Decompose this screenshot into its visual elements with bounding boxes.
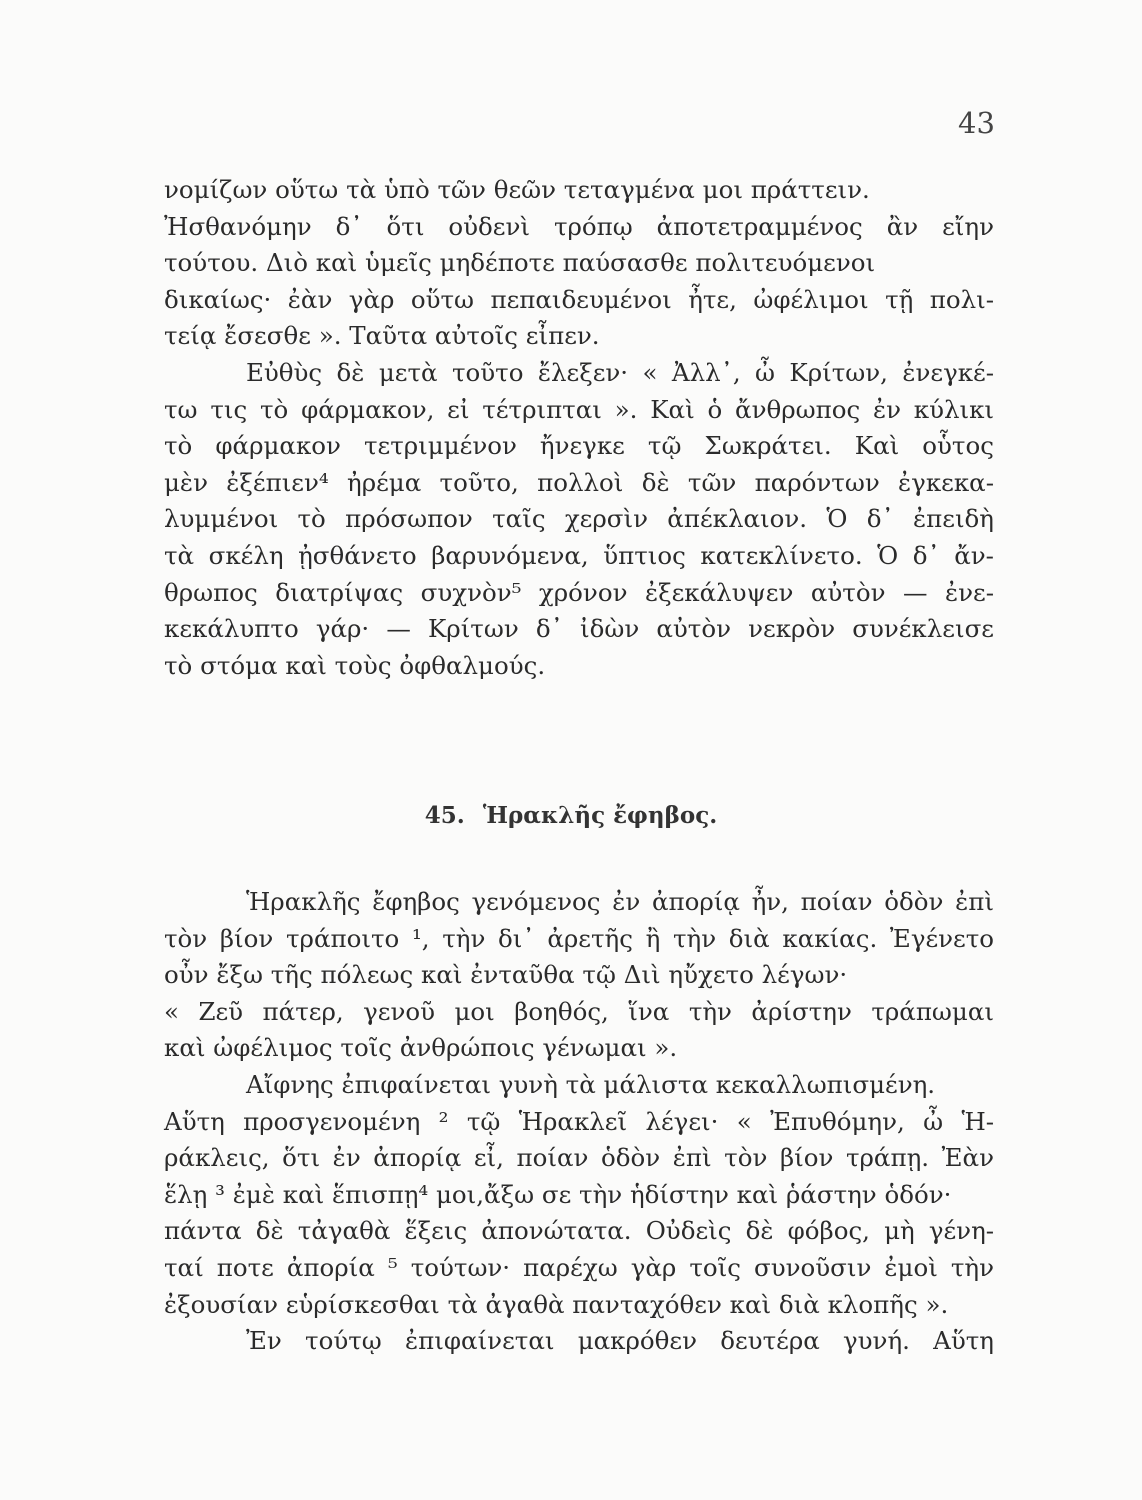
section-heading: [0, 802, 1142, 829]
text-line: [164, 538, 994, 575]
text-line: [164, 611, 994, 648]
text-line: [164, 1323, 994, 1360]
text-line-content: τείᾳ ἔσεσθε ». Ταῦτα αὐτοῖς εἶπεν.: [164, 321, 600, 351]
text-line: [164, 355, 994, 392]
text-line: [164, 428, 994, 465]
text-line-content: καὶ ὠφέλιμος τοῖς ἀνθρώποις γένωμαι ».: [164, 1033, 678, 1063]
section-number: 45.: [424, 802, 465, 829]
text-line: [164, 245, 994, 282]
text-block-section-45: [164, 884, 994, 1360]
text-line: [164, 172, 994, 209]
text-line: [164, 648, 994, 685]
text-line-content: τὸν βίον τράποιτο ¹, τὴν δι᾽ ἀρετῆς ἢ τὴν διὰ κακίας. Ἐγένετο: [164, 923, 995, 953]
text-line-content: ἕλῃ ³ ἐμὲ καὶ ἕπισπῃ⁴ μοι,ἄξω σε τὴν ἡδίστην καὶ ῥάστην ὁδόν·: [164, 1179, 952, 1209]
text-line-content: λυμμένοι τὸ πρόσωπον ταῖς χερσὶν ἀπέκλαιον. Ὁ δ᾽ ἐπειδὴ: [164, 504, 994, 534]
text-line: [164, 994, 994, 1031]
text-line: [164, 1140, 994, 1177]
text-line: [164, 282, 994, 319]
text-line-content: δικαίως· ἐὰν γὰρ οὕτω πεπαιδευμένοι ἦτε, ὠφέλιμοι τῇ πολι-: [164, 284, 995, 314]
text-line-content: κεκάλυπτο γάρ· — Κρίτων δ᾽ ἰδὼν αὐτὸν νεκρὸν συνέκλεισε: [164, 614, 994, 644]
text-line-content: « Ζεῦ πάτερ, γενοῦ μοι βοηθός, ἵνα τὴν ἀρίστην τράπωμαι: [164, 996, 994, 1026]
text-line-content: τω τις τὸ φάρμακον, εἰ τέτριπται ». Καὶ ὁ ἄνθρωπος ἐν κύλικι: [164, 394, 995, 424]
text-line: [164, 392, 994, 429]
text-line-content: Ἐν τούτῳ ἐπιφαίνεται μακρόθεν δευτέρα γυνή. Αὕτη: [246, 1326, 994, 1356]
text-line: [164, 209, 994, 246]
text-line-content: νομίζων οὕτω τὰ ὑπὸ τῶν θεῶν τεταγμένα μοι πράττειν.: [164, 175, 870, 204]
text-line-content: ἐξουσίαν εὑρίσκεσθαι τὰ ἀγαθὰ πανταχόθεν καὶ διὰ κλοπῆς ».: [164, 1289, 949, 1319]
section-title: Ἡρακλῆς ἔφηβος.: [482, 802, 718, 829]
text-line-content: τὰ σκέλη ᾐσθάνετο βαρυνόμενα, ὕπτιος κατεκλίνετο. Ὁ δ᾽ ἄν-: [164, 540, 994, 570]
text-line-content: τὸ στόμα καὶ τοὺς ὀφθαλμούς.: [164, 650, 546, 680]
text-line-content: ταί ποτε ἀπορία ⁵ τούτων· παρέχω γὰρ τοῖς συνοῦσιν ἐμοὶ τὴν: [164, 1252, 994, 1282]
text-line: [164, 1104, 994, 1141]
text-line: [164, 575, 994, 612]
text-line-content: Αἴφνης ἐπιφαίνεται γυνὴ τὰ μάλιστα κεκαλλωπισμένη.: [246, 1069, 936, 1099]
text-line: [164, 1177, 994, 1214]
text-line-content: θρωπος διατρίψας συχνὸν⁵ χρόνον ἐξεκάλυψεν αὐτὸν — ἐνε-: [164, 577, 994, 607]
text-line: [164, 1250, 994, 1287]
text-line: [164, 1213, 994, 1250]
text-line: [164, 1030, 994, 1067]
text-line-content: Εὐθὺς δὲ μετὰ τοῦτο ἔλεξεν· « Ἀλλ᾽, ὦ Κρίτων, ἐνεγκέ-: [246, 357, 995, 387]
text-line: [164, 921, 994, 958]
text-line: [164, 501, 994, 538]
text-line: [164, 1287, 994, 1324]
text-line-content: τὸ φάρμακον τετριμμένον ἤνεγκε τῷ Σωκράτει. Καὶ οὗτος: [164, 431, 994, 461]
page-number: 43: [958, 106, 995, 140]
text-line-content: πάντα δὲ τἀγαθὰ ἕξεις ἀπονώτατα. Οὐδεὶς δὲ φόβος, μὴ γένη-: [164, 1216, 995, 1246]
text-line: [164, 318, 994, 355]
text-line-content: οὖν ἔξω τῆς πόλεως καὶ ἐνταῦθα τῷ Διὶ ηὔχετο λέγων·: [164, 960, 848, 990]
text-line-content: τούτου. Διὸ καὶ ὑμεῖς μηδέποτε παύσασθε πολιτευόμενοι: [164, 248, 876, 278]
text-line: [164, 957, 994, 994]
text-line-content: μὲν ἐξέπιεν⁴ ἠρέμα τοῦτο, πολλοὶ δὲ τῶν παρόντων ἐγκεκα-: [164, 467, 994, 497]
text-line: [164, 884, 994, 921]
text-line-content: ράκλεις, ὅτι ἐν ἀπορίᾳ εἶ, ποίαν ὁδὸν ἐπὶ τὸν βίον τράπῃ. Ἐὰν: [164, 1143, 994, 1173]
text-line: [164, 1067, 994, 1104]
text-line-content: Ἡρακλῆς ἔφηβος γενόμενος ἐν ἀπορίᾳ ἦν, ποίαν ὁδὸν ἐπὶ: [246, 887, 994, 916]
text-line-content: Ἠσθανόμην δ᾽ ὅτι οὐδενὶ τρόπῳ ἀποτετραμμένος ἂν εἴην: [164, 211, 994, 241]
text-line-content: Αὕτη προσγενομένη ² τῷ Ἡρακλεῖ λέγει· « Ἐπυθόμην, ὦ Ἡ-: [164, 1106, 995, 1136]
text-line: [164, 465, 994, 502]
text-block-section-44-ending: [164, 172, 994, 684]
